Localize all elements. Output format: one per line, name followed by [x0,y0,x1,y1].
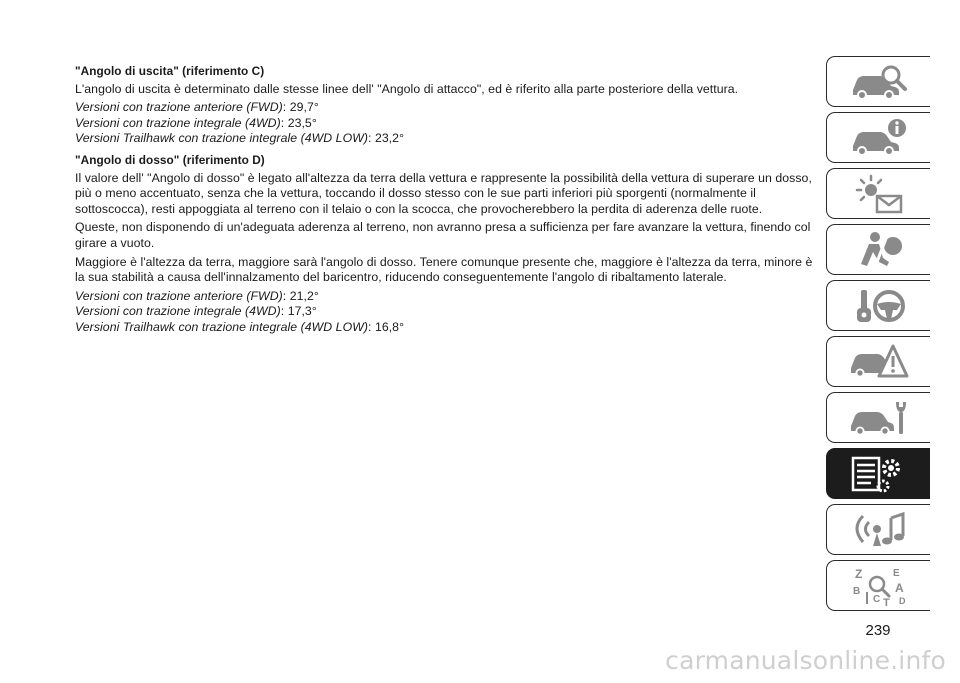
spec-label: Versioni Trailhawk con trazione integrale (4WD LOW) [75,131,368,146]
spec-value: 29,7° [289,100,319,115]
spec-label: Versioni con trazione anteriore (FWD) [75,100,283,115]
watermark: carmanualsonline.info [665,646,946,675]
index-letter: Z [854,566,862,581]
key-steering-wheel-icon [847,284,911,328]
spec-value: 23,2° [374,131,405,146]
warning-lights-message-icon [847,172,911,216]
index-letter: A [894,580,904,595]
spec-value: 17,3° [287,304,317,319]
car-info-icon [847,116,911,160]
index-letter: D [898,595,905,606]
tab-getting-to-know[interactable] [826,56,930,107]
tab-starting-driving[interactable] [826,280,930,331]
spec-label: Versioni con trazione integrale (4WD) [75,115,281,130]
alphabetical-index-icon [847,564,911,608]
spec-line: Versioni con trazione integrale (4WD): 23,5° [75,115,317,130]
spec-line: Versioni Trailhawk con trazione integrale (4WD LOW): 23,2° [75,131,405,146]
spec-line: Versioni con trazione integrale (4WD): 17,3° [75,304,317,319]
tab-dashboard[interactable] [826,112,930,163]
section-heading-breakover-angle: "Angolo di dosso" (riferimento D) [75,152,265,167]
tab-emergency[interactable] [826,336,930,387]
car-maintenance-icon [847,396,911,440]
tab-multimedia[interactable] [826,504,930,555]
index-letter: C [872,593,880,605]
paragraph-breakover-2: Queste, non disponendo di un'adeguata aderenza al terreno, non avranno presa a sufficienza per fare avanzare la vettura, finendo col girare a vuoto. [75,220,811,250]
spec-value: 16,8° [374,319,405,334]
paragraph-breakover-1: Il valore dell' "Angolo di dosso" è legato all'altezza da terra della vettura e rappresente la possibilità della vettura di superare un dosso, più o meno accentuato, senza che la vettura, toccando il dosso stesso con le sue parti inferiori più sporgenti (normalmente il sottoscocca), resti appoggiata al terreno con il telaio o con la scocca, che provocherebbero la perdita di aderenza delle ruote. [75,170,812,216]
tab-warning-lights[interactable] [826,168,930,219]
index-letter: T [882,596,890,608]
spec-line: Versioni Trailhawk con trazione integrale (4WD LOW): 16,8° [75,319,405,334]
tab-index[interactable] [826,560,930,611]
tab-safety[interactable] [826,224,930,275]
spec-value: 21,2° [289,288,319,303]
paragraph-exit-angle: L'angolo di uscita è determinato dalle stesse linee dell' "Angolo di attacco", ed è riferito alla parte posteriore della vettura. [75,81,739,96]
car-search-icon [847,60,911,104]
car-emergency-icon [847,340,911,384]
index-letter: E [892,567,900,579]
multimedia-icon [847,508,911,552]
page-number: 239 [865,622,891,639]
tab-servicing[interactable] [826,392,930,443]
paragraph-breakover-3: Maggiore è l'altezza da terra, maggiore sarà l'angolo di dosso. Tenere comunque presente che, maggiore è l'altezza da terra, minore è la sua stabilità a causa dell'innalzamento del baricentro, riducendo conseguentemente l'angolo di ribaltamento laterale. [75,254,813,285]
spec-label: Versioni con trazione anteriore (FWD) [75,288,283,303]
page-content [75,64,815,336]
spec-label: Versioni Trailhawk con trazione integrale (4WD LOW) [75,319,368,334]
spec-line: Versioni con trazione anteriore (FWD): 21,2° [75,288,319,303]
spec-label: Versioni con trazione integrale (4WD) [75,304,281,319]
spec-line: Versioni con trazione anteriore (FWD): 29,7° [75,100,319,115]
tab-technical-data[interactable] [826,448,930,499]
spec-value: 23,5° [287,115,317,130]
technical-data-icon [847,452,911,496]
index-letter: B [852,585,860,597]
section-heading-exit-angle: "Angolo di uscita" (riferimento C) [75,64,265,78]
airbag-safety-icon [847,228,911,272]
